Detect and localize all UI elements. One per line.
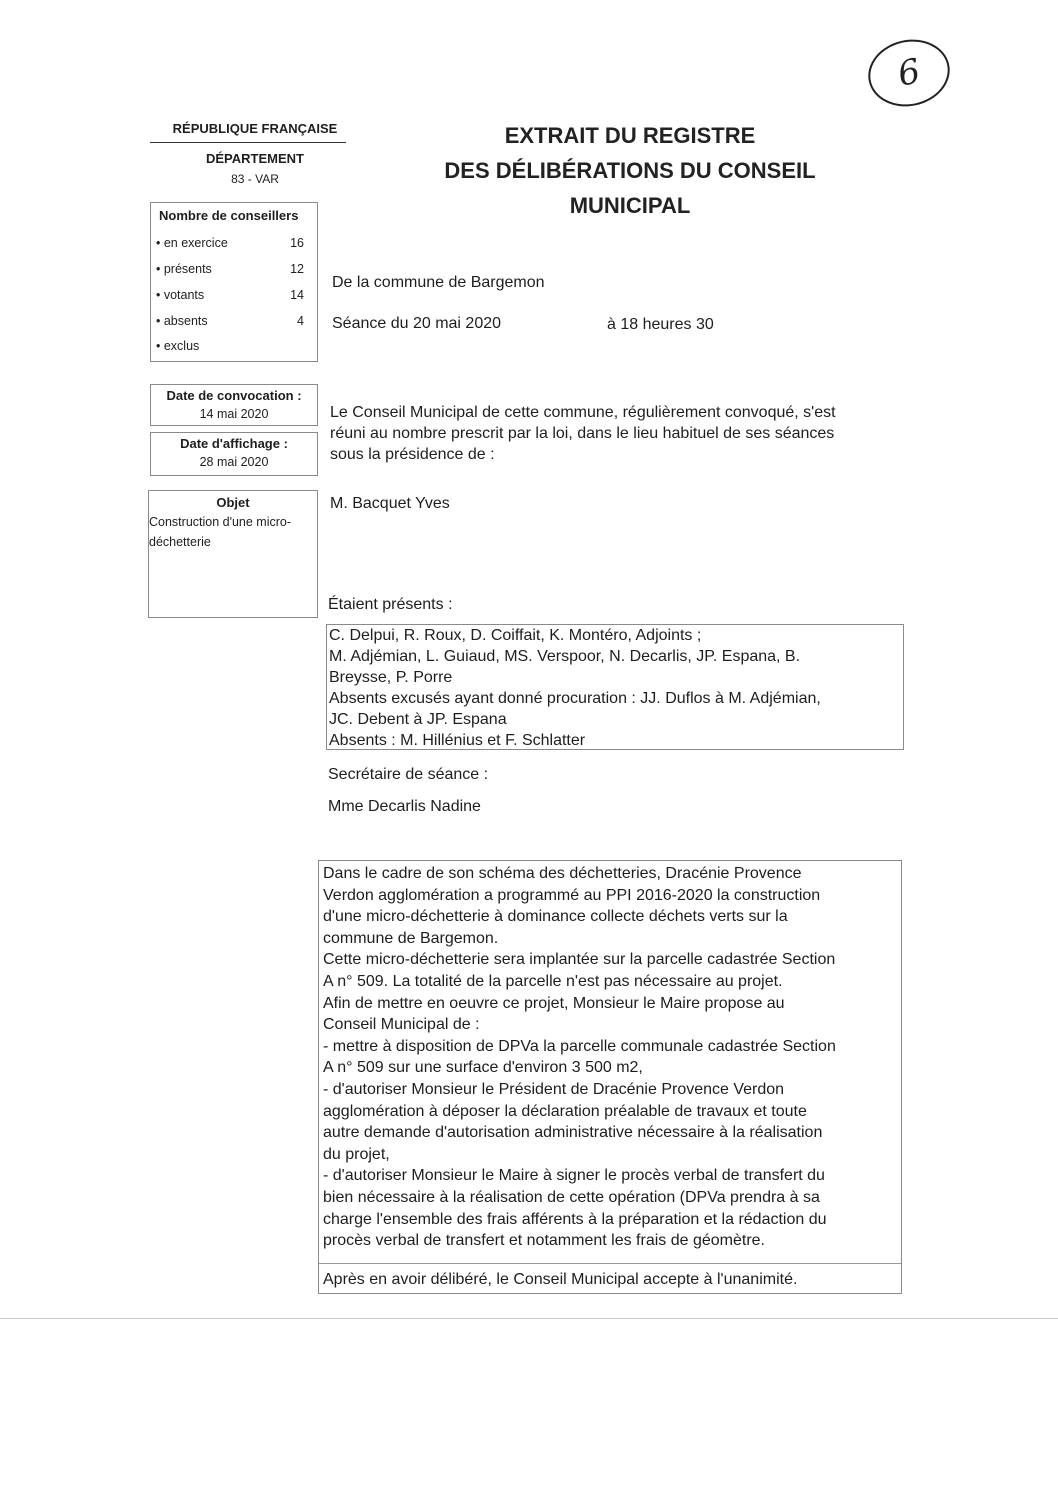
deliberation-line: Dans le cadre de son schéma des déchetteries, Dracénie Provence bbox=[323, 865, 802, 882]
document-title bbox=[400, 118, 860, 223]
deliberation-line: bien nécessaire à la réalisation de cette opération (DPVa prendra à sa bbox=[323, 1188, 820, 1206]
department-label: DÉPARTEMENT bbox=[206, 151, 304, 166]
title-line-3: MUNICIPAL bbox=[569, 193, 691, 218]
deliberation-line: commune de Bargemon. bbox=[323, 929, 499, 947]
deliberation-line: procès verbal de transfert et notamment les frais de géomètre. bbox=[323, 1232, 765, 1250]
paragraph-line: Le Conseil Municipal de cette commune, régulièrement convoqué, s'est bbox=[330, 404, 836, 421]
secretary-label: Secrétaire de séance : bbox=[328, 766, 489, 783]
president-name: M. Bacquet Yves bbox=[330, 495, 450, 512]
subject-text bbox=[149, 512, 317, 552]
session-time: à 18 heures 30 bbox=[607, 316, 714, 333]
deliberation-line: A n° 509. La totalité de la parcelle n'est pas nécessaire au projet. bbox=[323, 972, 783, 990]
session-date: Séance du 20 mai 2020 bbox=[332, 315, 502, 332]
count-label: • votants bbox=[156, 288, 205, 302]
title-line-2: DES DÉLIBÉRATIONS DU CONSEIL bbox=[444, 158, 816, 183]
convocation-date: 14 mai 2020 bbox=[199, 407, 269, 421]
posting-date: 28 mai 2020 bbox=[199, 455, 269, 469]
title-line-1: EXTRAIT DU REGISTRE bbox=[504, 123, 756, 148]
count-label: • absents bbox=[156, 314, 208, 328]
page-number-stamp bbox=[862, 32, 956, 114]
deliberation-line: Verdon agglomération a programmé au PPI 2016-2020 la construction bbox=[323, 886, 821, 904]
deliberation-line: agglomération à déposer la déclaration préalable de travaux et toute bbox=[323, 1102, 807, 1120]
conclusion-divider bbox=[319, 1263, 901, 1264]
attendance-box bbox=[326, 624, 904, 750]
deliberation-line: Cette micro-déchetterie sera implantée sur la parcelle cadastrée Section bbox=[323, 951, 836, 969]
attendance-line: C. Delpui, R. Roux, D. Coiffait, K. Montéro, Adjoints ; bbox=[329, 627, 702, 644]
conclusion-text: Après en avoir délibéré, le Conseil Municipal accepte à l'unanimité. bbox=[323, 1271, 798, 1288]
count-label: • en exercice bbox=[156, 236, 228, 250]
convocation-label: Date de convocation : bbox=[166, 388, 302, 403]
count-value: 12 bbox=[290, 262, 304, 276]
posting-date-box bbox=[150, 432, 318, 476]
header-divider bbox=[150, 142, 346, 143]
deliberation-text bbox=[319, 861, 901, 1252]
commune-line: De la commune de Bargemon bbox=[332, 274, 545, 291]
count-value: 4 bbox=[297, 314, 304, 328]
deliberation-line: Conseil Municipal de : bbox=[323, 1016, 480, 1034]
deliberation-box bbox=[318, 860, 902, 1294]
deliberation-line: - d'autoriser Monsieur le Maire à signer le procès verbal de transfert du bbox=[323, 1167, 825, 1185]
convened-paragraph bbox=[330, 402, 836, 465]
deliberation-line: charge l'ensemble des frais afférents à la préparation et la rédaction du bbox=[323, 1210, 827, 1228]
deliberation-line: Afin de mettre en oeuvre ce projet, Monsieur le Maire propose au bbox=[323, 994, 785, 1012]
convocation-date-box bbox=[150, 384, 318, 426]
subject-label: Objet bbox=[216, 495, 250, 510]
attendance-line: Breysse, P. Porre bbox=[329, 669, 453, 686]
attendance-line: Absents : M. Hillénius et F. Schlatter bbox=[329, 732, 586, 749]
attendance-text bbox=[327, 625, 903, 751]
department-value: 83 - VAR bbox=[231, 172, 279, 186]
page-number: 6 bbox=[894, 51, 924, 95]
subject-line: déchetterie bbox=[149, 535, 211, 549]
count-value: 14 bbox=[290, 288, 304, 302]
deliberation-line: autre demande d'autorisation administrative nécessaire à la réalisation bbox=[323, 1124, 823, 1142]
paragraph-line: réuni au nombre prescrit par la loi, dans le lieu habituel de ses séances bbox=[330, 425, 835, 442]
subject-box bbox=[148, 490, 318, 618]
secretary-name: Mme Decarlis Nadine bbox=[328, 798, 481, 815]
attendance-line: JC. Debent à JP. Espana bbox=[329, 711, 507, 728]
councillors-count-box bbox=[150, 202, 318, 362]
deliberation-line: - d'autoriser Monsieur le Président de Dracénie Provence Verdon bbox=[323, 1080, 785, 1098]
present-label: Étaient présents : bbox=[328, 596, 453, 613]
count-label: • exclus bbox=[156, 339, 200, 353]
subject-line: Construction d'une micro- bbox=[149, 515, 292, 529]
republic-label: RÉPUBLIQUE FRANÇAISE bbox=[172, 121, 338, 136]
posting-label: Date d'affichage : bbox=[180, 436, 288, 451]
deliberation-line: - mettre à disposition de DPVa la parcelle communale cadastrée Section bbox=[323, 1037, 836, 1055]
paragraph-line: sous la présidence de : bbox=[330, 446, 495, 463]
deliberation-line: du projet, bbox=[323, 1145, 390, 1163]
deliberation-line: d'une micro-déchetterie à dominance collecte déchets verts sur la bbox=[323, 908, 788, 926]
count-label: • présents bbox=[156, 262, 212, 276]
deliberation-line: A n° 509 sur une surface d'environ 3 500 m2, bbox=[323, 1059, 643, 1077]
attendance-line: Absents excusés ayant donné procuration : JJ. Duflos à M. Adjémian, bbox=[329, 690, 821, 707]
attendance-line: M. Adjémian, L. Guiaud, MS. Verspoor, N. Decarlis, JP. Espana, B. bbox=[329, 648, 801, 665]
councillors-count-title: Nombre de conseillers bbox=[159, 208, 299, 223]
scan-artifact-line bbox=[0, 1318, 1058, 1319]
count-value: 16 bbox=[290, 236, 304, 250]
